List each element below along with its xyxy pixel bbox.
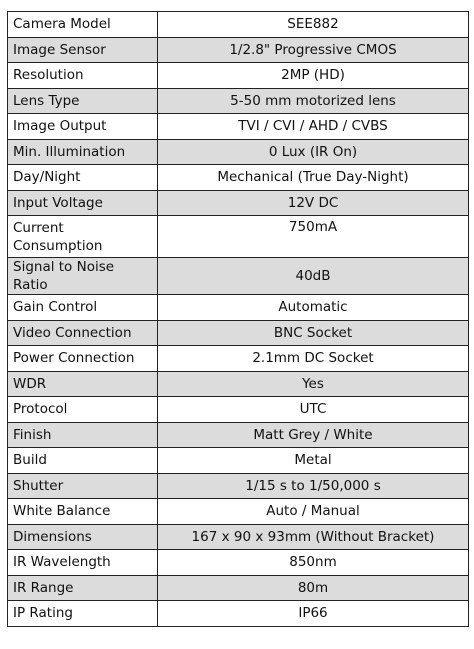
spec-label: IP Rating: [8, 601, 158, 627]
spec-row: [8, 12, 469, 38]
spec-row: [8, 422, 469, 448]
spec-value: SEE882: [158, 12, 469, 38]
spec-label: Video Connection: [8, 320, 158, 346]
spec-label: Dimensions: [8, 524, 158, 550]
spec-label: IR Range: [8, 575, 158, 601]
spec-label: Signal to Noise Ratio: [8, 258, 158, 295]
spec-label: Image Output: [8, 114, 158, 140]
spec-table-body: [8, 12, 469, 627]
spec-row: [8, 190, 469, 216]
spec-row: [8, 320, 469, 346]
spec-row: [8, 371, 469, 397]
spec-value: UTC: [158, 397, 469, 423]
spec-table: [7, 11, 469, 627]
spec-row: [8, 139, 469, 165]
spec-value: Mechanical (True Day-Night): [158, 165, 469, 191]
spec-value: IP66: [158, 601, 469, 627]
spec-row: [8, 295, 469, 321]
spec-label: Lens Type: [8, 88, 158, 114]
spec-value: Metal: [158, 448, 469, 474]
spec-value: 80m: [158, 575, 469, 601]
spec-label: Shutter: [8, 473, 158, 499]
spec-label: Current Consumption: [8, 216, 158, 258]
spec-row: [8, 448, 469, 474]
spec-value: 2MP (HD): [158, 63, 469, 89]
spec-row: [8, 575, 469, 601]
spec-row: [8, 524, 469, 550]
spec-value: Automatic: [158, 295, 469, 321]
spec-row: [8, 499, 469, 525]
spec-row: [8, 346, 469, 372]
spec-value: 5-50 mm motorized lens: [158, 88, 469, 114]
spec-label: Day/Night: [8, 165, 158, 191]
spec-value: Yes: [158, 371, 469, 397]
spec-row: [8, 550, 469, 576]
spec-value: 40dB: [158, 258, 469, 295]
spec-value: Matt Grey / White: [158, 422, 469, 448]
spec-label: Gain Control: [8, 295, 158, 321]
spec-row: [8, 63, 469, 89]
spec-value: TVI / CVI / AHD / CVBS: [158, 114, 469, 140]
spec-value: BNC Socket: [158, 320, 469, 346]
spec-row: [8, 114, 469, 140]
spec-row: [8, 397, 469, 423]
spec-label: Camera Model: [8, 12, 158, 38]
spec-value: 1/15 s to 1/50,000 s: [158, 473, 469, 499]
spec-row: [8, 88, 469, 114]
spec-value: 750mA: [158, 216, 469, 258]
spec-value: 167 x 90 x 93mm (Without Bracket): [158, 524, 469, 550]
spec-label: WDR: [8, 371, 158, 397]
spec-label: Protocol: [8, 397, 158, 423]
spec-row: [8, 601, 469, 627]
spec-value: Auto / Manual: [158, 499, 469, 525]
spec-value: 12V DC: [158, 190, 469, 216]
spec-label: Input Voltage: [8, 190, 158, 216]
spec-value: 0 Lux (IR On): [158, 139, 469, 165]
spec-value: 1/2.8" Progressive CMOS: [158, 37, 469, 63]
spec-row: [8, 216, 469, 258]
spec-label: Resolution: [8, 63, 158, 89]
spec-row: [8, 473, 469, 499]
spec-label: Power Connection: [8, 346, 158, 372]
spec-label: White Balance: [8, 499, 158, 525]
spec-label: Finish: [8, 422, 158, 448]
spec-label: Min. Illumination: [8, 139, 158, 165]
spec-value: 850nm: [158, 550, 469, 576]
spec-row: [8, 37, 469, 63]
spec-value: 2.1mm DC Socket: [158, 346, 469, 372]
spec-label: Image Sensor: [8, 37, 158, 63]
spec-label: Build: [8, 448, 158, 474]
spec-row: [8, 258, 469, 295]
spec-row: [8, 165, 469, 191]
spec-label: IR Wavelength: [8, 550, 158, 576]
